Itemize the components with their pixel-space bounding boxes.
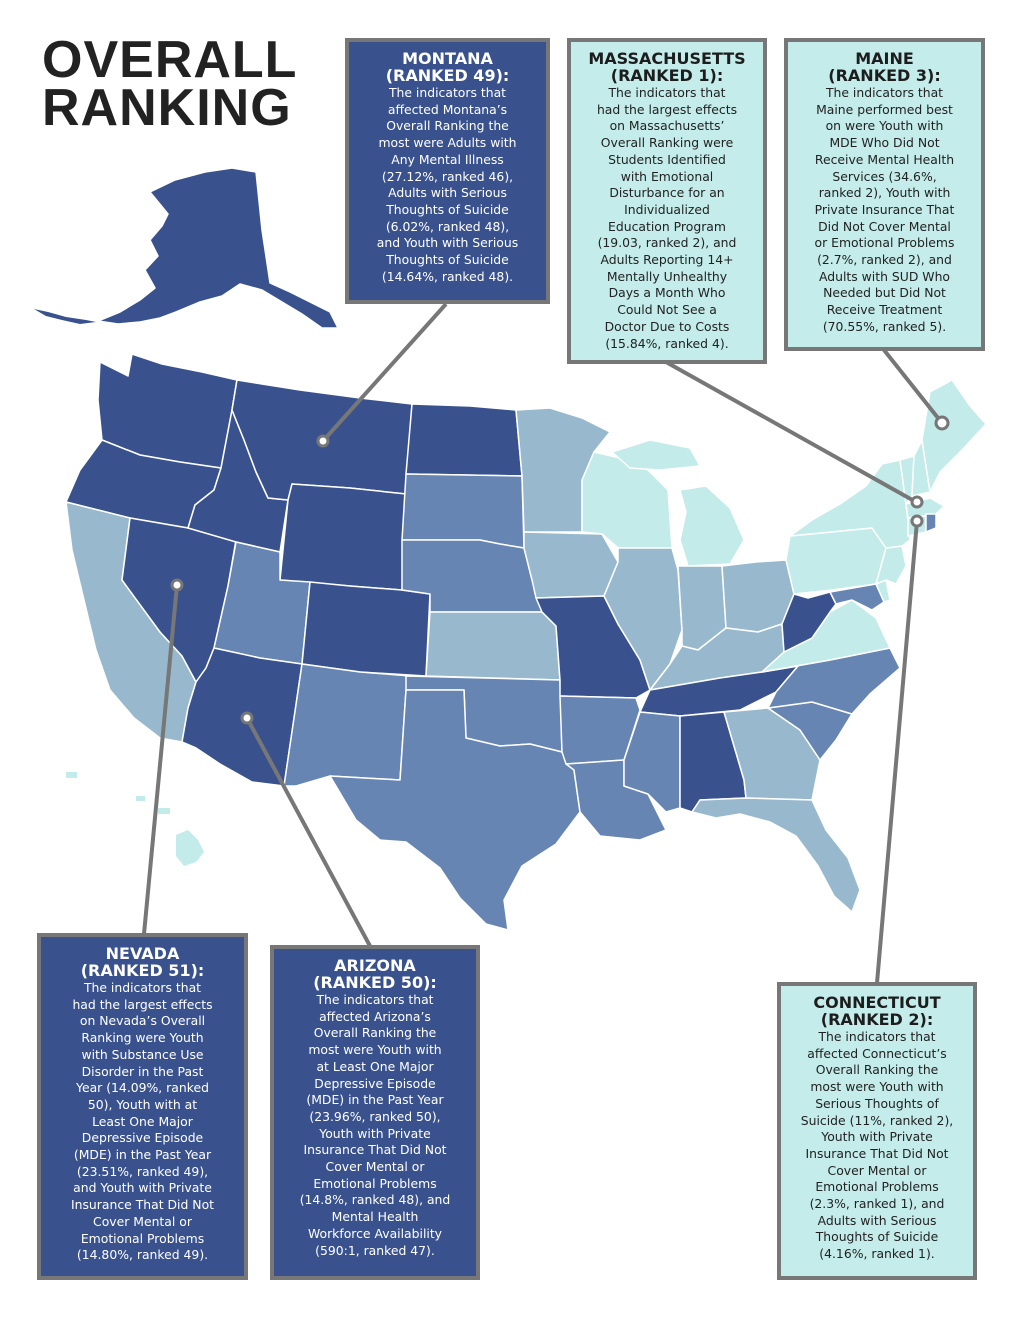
callout-line: Disorder in the Past <box>81 1063 204 1079</box>
connecticut-callout <box>777 982 977 1280</box>
massachusetts-connector <box>666 362 916 502</box>
callout-line: Suicide (11%, ranked 2), <box>800 1112 954 1128</box>
callout-line: ranked 2), Youth with <box>818 185 951 201</box>
state-kansas <box>426 612 560 680</box>
callout-line: Receive Treatment <box>826 302 943 318</box>
callout-line: had the largest effects <box>596 101 738 117</box>
callout-body <box>284 992 466 1259</box>
callout-line: The indicators that <box>388 85 507 100</box>
callout-line: Thoughts of Suicide <box>815 1229 939 1245</box>
callout-line: The indicators that <box>83 980 202 995</box>
callout-line: Individualized <box>624 201 710 217</box>
callout-line: The indicators that <box>818 1029 936 1044</box>
callout-line: Adults with Serious <box>817 1212 937 1228</box>
callout-line: on Massachusetts’ <box>609 118 725 134</box>
hawaii-island-2 <box>158 808 170 814</box>
callout-line: Education Program <box>608 218 726 234</box>
maine-connector <box>884 350 942 423</box>
callout-body <box>791 1029 963 1263</box>
callout-rank: (RANKED 2): <box>820 1010 934 1029</box>
callout-line: (6.02%, ranked 48), <box>385 218 510 234</box>
callout-line: The indicators that <box>825 85 944 100</box>
nevada-marker <box>172 580 182 590</box>
callout-body <box>581 85 753 352</box>
state-iowa <box>524 532 618 598</box>
callout-body <box>359 85 536 285</box>
callout-line: Overall Ranking the <box>815 1062 939 1078</box>
state-south-dakota <box>402 474 524 548</box>
callout-line: Maine performed best <box>816 101 953 117</box>
callout-rank: (RANKED 3): <box>828 66 941 85</box>
callout-line: Youth with Private <box>319 1125 431 1141</box>
montana-marker <box>318 436 328 446</box>
callout-line: Adults Reporting 14+ <box>600 252 734 268</box>
nevada-callout <box>37 933 248 1280</box>
callout-line: Cover Mental or <box>325 1159 425 1175</box>
callout-state-name: MASSACHUSETTS <box>588 49 746 68</box>
title-line-2: RANKING <box>42 79 292 137</box>
callout-line: Did Not Cover Mental <box>818 218 951 234</box>
callout-line: or Emotional Problems <box>814 235 955 251</box>
callout-line: Ranking were Youth <box>81 1030 204 1046</box>
callout-line: Workforce Availability <box>307 1225 443 1241</box>
callout-state-name: CONNECTICUT <box>813 993 941 1012</box>
callout-line: at Least One Major <box>316 1058 434 1074</box>
callout-state-name: MAINE <box>855 49 914 68</box>
callout-line: Adults with Serious <box>388 185 507 201</box>
callout-line: Insurance That Did Not <box>70 1197 215 1213</box>
callout-line: Serious Thoughts of <box>815 1095 939 1111</box>
callout-line: Emotional Problems <box>815 1179 939 1195</box>
callout-line: (2.7%, ranked 2), and <box>817 252 952 268</box>
callout-line: MDE Who Did Not <box>829 135 940 151</box>
callout-line: Cover Mental or <box>93 1213 192 1229</box>
callout-line: most were Youth with <box>308 1042 442 1058</box>
callout-line: (15.84%, ranked 4). <box>605 335 729 351</box>
callout-line: (70.55%, ranked 5). <box>822 318 947 334</box>
callout-line: had the largest effects <box>72 996 213 1012</box>
callout-line: Any Mental Illness <box>391 151 504 167</box>
state-new-mexico <box>284 664 410 786</box>
callout-rank: (RANKED 51): <box>80 961 205 980</box>
callout-line: Services (34.6%, <box>832 168 937 184</box>
callout-line: Depressive Episode <box>314 1075 436 1091</box>
callout-line: most were Youth with <box>810 1079 944 1095</box>
connecticut-marker <box>912 516 922 526</box>
callout-body <box>51 980 234 1264</box>
callout-line: Students Identified <box>608 151 726 167</box>
callout-line: affected Montana’s <box>387 101 508 117</box>
montana-callout <box>345 38 550 304</box>
callout-line: with Substance Use <box>81 1046 204 1062</box>
alaska-aleutians <box>34 309 96 324</box>
arizona-callout <box>270 945 480 1280</box>
callout-line: Cover Mental or <box>827 1162 927 1178</box>
callout-line: affected Connecticut’s <box>807 1045 947 1061</box>
callout-rank: (RANKED 50): <box>313 973 437 992</box>
callout-line: Youth with Private <box>821 1129 933 1145</box>
callout-line: Depressive Episode <box>81 1130 204 1146</box>
callout-rank: (RANKED 49): <box>385 66 510 85</box>
callout-line: Disturbance for an <box>609 185 725 201</box>
callout-line: (14.64%, ranked 48). <box>381 268 514 284</box>
maine-callout <box>784 38 985 351</box>
state-alaska <box>98 168 338 328</box>
callout-line: (4.16%, ranked 1). <box>819 1246 935 1262</box>
callout-line: Insurance That Did Not <box>303 1142 447 1158</box>
maine-marker <box>936 417 948 429</box>
title-line-1: OVERALL <box>42 31 298 89</box>
hawaii-island-3 <box>136 796 145 801</box>
callout-line: (2.3%, ranked 1), and <box>809 1196 945 1212</box>
state-colorado <box>302 582 430 676</box>
callout-line: Emotional Problems <box>80 1230 205 1246</box>
callout-line: Doctor Due to Costs <box>604 318 730 334</box>
callout-body <box>798 85 971 336</box>
callout-line: Overall Ranking the <box>313 1025 437 1041</box>
callout-line: (14.8%, ranked 48), and <box>299 1192 451 1208</box>
callout-line: Mentally Unhealthy <box>606 268 728 284</box>
state-pennsylvania <box>786 528 886 594</box>
callout-line: (MDE) in the Past Year <box>306 1092 444 1108</box>
state-rhode-island <box>926 514 936 532</box>
callout-line: Overall Ranking the <box>386 118 509 134</box>
state-florida <box>692 798 860 912</box>
callout-line: Needed but Did Not <box>823 285 946 301</box>
callout-line: Least One Major <box>92 1113 193 1129</box>
callout-line: and Youth with Serious <box>376 235 519 251</box>
state-hawaii <box>176 830 204 866</box>
callout-line: The indicators that <box>316 992 434 1007</box>
callout-line: on Nevada’s Overall <box>79 1013 206 1029</box>
state-north-dakota <box>406 404 522 476</box>
callout-line: (23.51%, ranked 49), <box>76 1163 209 1179</box>
callout-line: Thoughts of Suicide <box>386 252 509 268</box>
callout-line: (19.03, ranked 2), and <box>597 235 737 251</box>
massachusetts-callout <box>567 38 767 364</box>
callout-line: 50), Youth with at <box>87 1096 198 1112</box>
callout-line: Receive Mental Health <box>814 151 955 167</box>
callout-line: and Youth with Private <box>73 1180 212 1196</box>
callout-line: Insurance That Did Not <box>805 1145 949 1161</box>
callout-line: Mental Health <box>331 1209 419 1225</box>
callout-rank: (RANKED 1): <box>610 66 724 85</box>
callout-line: (23.96%, ranked 50), <box>309 1108 441 1124</box>
callout-line: with Emotional <box>620 168 714 184</box>
callout-line: Year (14.09%, ranked <box>76 1080 209 1096</box>
state-maine <box>922 380 986 492</box>
callout-line: Private Insurance That <box>814 201 955 217</box>
callout-line: The indicators that <box>608 85 726 100</box>
callout-line: Overall Ranking were <box>600 135 734 151</box>
callout-line: Days a Month Who <box>608 285 726 301</box>
callout-state-name: ARIZONA <box>334 956 416 975</box>
callout-line: most were Adults with <box>378 135 517 151</box>
callout-line: Could Not See a <box>617 302 717 318</box>
massachusetts-marker <box>912 497 922 507</box>
callout-line: Thoughts of Suicide <box>386 201 509 217</box>
state-wyoming <box>280 484 406 590</box>
callout-line: (MDE) in the Past Year <box>73 1147 212 1163</box>
callout-line: (27.12%, ranked 46), <box>381 168 514 184</box>
callout-line: on were Youth with <box>825 118 944 134</box>
hawaii-island-4 <box>66 772 77 778</box>
callout-line: (14.80%, ranked 49). <box>76 1247 209 1263</box>
callout-state-name: MONTANA <box>402 49 493 68</box>
arizona-marker <box>242 713 252 723</box>
callout-line: Emotional Problems <box>313 1175 437 1191</box>
callout-line: (590:1, ranked 47). <box>315 1242 435 1258</box>
callout-state-name: NEVADA <box>105 944 180 963</box>
callout-line: Adults with SUD Who <box>819 268 950 284</box>
callout-line: affected Arizona’s <box>319 1008 431 1024</box>
